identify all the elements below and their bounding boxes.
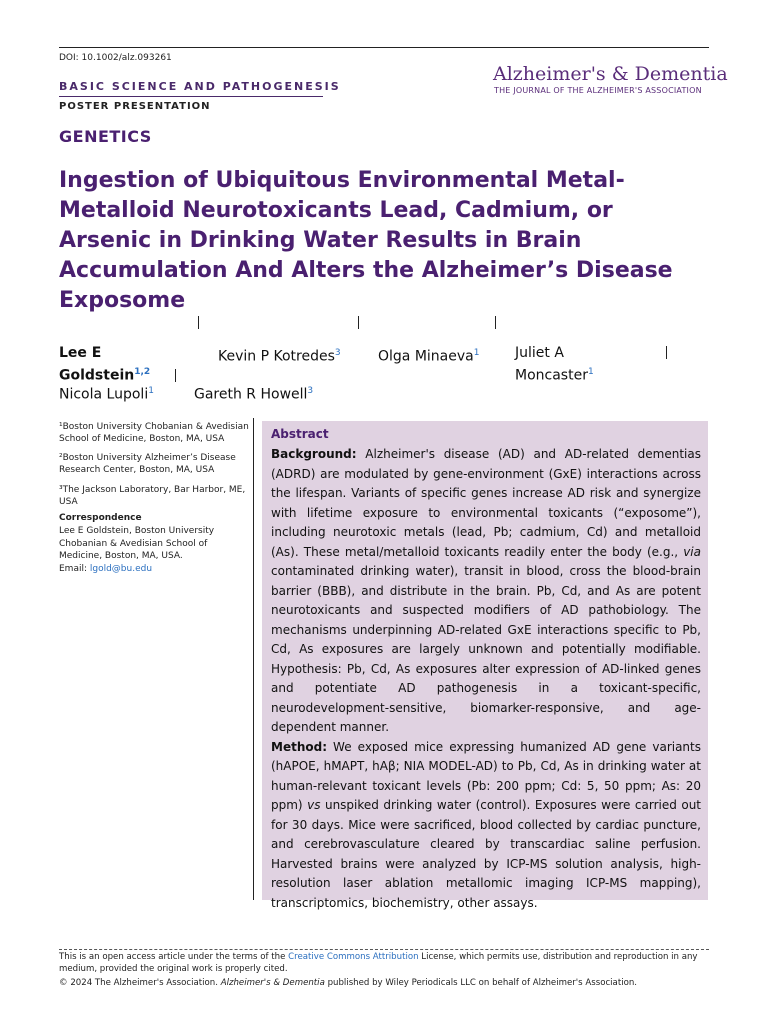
author-separator xyxy=(175,369,176,382)
author-howell[interactable] xyxy=(194,382,313,405)
journal-logo: Alzheimer's & Dementia xyxy=(493,63,728,85)
top-rule xyxy=(59,47,709,48)
section-heading: BASIC SCIENCE AND PATHOGENESIS xyxy=(59,80,341,93)
author-name: Nicola Lupoli xyxy=(59,386,149,403)
correspondence-line: Medicine, Boston, MA, USA. xyxy=(59,551,183,561)
author-separator xyxy=(666,346,667,359)
author-affil-ref: 3 xyxy=(334,348,341,358)
affiliation-3: ³The Jackson Laboratory, Bar Harbor, ME, USA xyxy=(59,485,246,507)
author-moncaster[interactable] xyxy=(515,344,594,386)
method-label: Method: xyxy=(271,739,327,754)
title-line: Accumulation And Alters the Alzheimer’s Disease xyxy=(59,258,673,283)
background-label: Background: xyxy=(271,447,357,461)
author-name: Juliet A xyxy=(515,345,564,361)
column-divider xyxy=(253,418,254,900)
copyright-note xyxy=(59,978,715,988)
author-affil-ref: 3 xyxy=(307,386,314,396)
author-name: Kevin P Kotredes xyxy=(218,348,335,365)
license-note xyxy=(59,952,715,975)
method-text-cont: unspiked drinking water (control). Exposures were carried out for 30 days. Mice were sacrificed, blood collected by cardiac puncture, and cerebrovasculature cleared by transcardiac saline perfusion. Harvested brains were analyzed by ICP-MS solution analysis, high-resolution laser ablation metallomic imaging ICP-MS mapping), transcriptomics, biochemistry, other assays. xyxy=(271,798,701,910)
abstract-background xyxy=(271,445,701,738)
author-affil-ref: 1 xyxy=(587,367,594,377)
title-line: Metalloid Neurotoxicants Lead, Cadmium, or xyxy=(59,198,613,223)
author-name: Lee E xyxy=(59,345,102,361)
author-name: Moncaster xyxy=(515,367,588,384)
topic-heading: GENETICS xyxy=(59,127,152,146)
author-kotredes[interactable] xyxy=(218,344,341,367)
author-separator xyxy=(358,316,359,329)
license-link[interactable]: Creative Commons Attribution xyxy=(288,952,419,962)
copyright-journal: Alzheimer's & Dementia xyxy=(220,978,325,988)
presentation-type: POSTER PRESENTATION xyxy=(59,101,211,112)
section-underline xyxy=(59,96,323,97)
title-line: Arsenic in Drinking Water Results in Brain xyxy=(59,228,582,253)
author-lupoli[interactable] xyxy=(59,382,154,405)
background-text: Alzheimer's disease (AD) and AD-related dementias (ADRD) are modulated by gene-environment (GxE) interactions across the lifespan. Variants of specific genes increase AD risk and synergize with lifetime exposure to environmental toxicants (“exposome”), including neurotoxic metals (lead, Pb; cadmium, Cd) and metalloid (As). These metal/metalloid toxicants readily enter the body (e.g., xyxy=(271,447,701,559)
license-text-cont: License, which permits use, distribution and reproduction in any medium, provided the original work is properly cited. xyxy=(59,952,698,974)
author-separator xyxy=(198,316,199,329)
author-goldstein[interactable] xyxy=(59,344,150,386)
correspondence-line: Chobanian & Avedisian School of xyxy=(59,538,208,549)
journal-subtitle: THE JOURNAL OF THE ALZHEIMER'S ASSOCIATION xyxy=(494,86,702,95)
author-affil-ref: 1 xyxy=(148,386,154,396)
author-name: Olga Minaeva xyxy=(378,348,474,365)
title-line: Exposome xyxy=(59,288,186,313)
affiliation-1: ¹Boston University Chobanian & Avedisian School of Medicine, Boston, MA, USA xyxy=(59,422,249,444)
abstract-heading: Abstract xyxy=(271,427,329,441)
copyright-text-cont: published by Wiley Periodicals LLC on behalf of Alzheimer's Association. xyxy=(324,978,638,988)
abstract-method xyxy=(271,738,701,914)
author-minaeva[interactable] xyxy=(378,344,479,367)
license-text: This is an open access article under the terms of the xyxy=(59,952,289,962)
copyright-text: © 2024 The Alzheimer's Association. xyxy=(59,978,221,988)
doi: DOI: 10.1002/alz.093261 xyxy=(59,53,172,63)
background-text-cont: contaminated drinking water), transit in blood, cross the blood-brain barrier (BBB), and distribute in the brain. Pb, Cd, and As are potent neurotoxicants and suspected modifiers of AD pathobiology. The mechanisms underpinning AD-related GxE interactions specific to Pb, Cd, As exposures are largely unknown and potentially modifiable. Hypothesis: Pb, Cd, As exposures alter expression of AD-linked genes and potentiate AD pathogenesis in a toxicant-specific, neurodevelopment-sensitive, biomarker-responsive, and age-dependent manner. xyxy=(271,564,701,734)
email-link[interactable]: lgold@bu.edu xyxy=(89,563,153,574)
author-affil-ref: 1 xyxy=(473,348,480,358)
author-affil-ref: 1,2 xyxy=(134,367,151,377)
correspondence-line: Lee E Goldstein, Boston University xyxy=(59,526,215,536)
footer-rule xyxy=(59,949,709,950)
abstract-body xyxy=(271,445,701,913)
affiliation-2: ²Boston University Alzheimer’s Disease Research Center, Boston, MA, USA xyxy=(59,453,236,475)
author-separator xyxy=(495,316,496,329)
correspondence-heading: Correspondence xyxy=(59,513,142,523)
method-vs: vs xyxy=(307,798,321,812)
background-via: via xyxy=(683,544,701,559)
title-line: Ingestion of Ubiquitous Environmental Metal- xyxy=(59,168,625,193)
email-label: Email: xyxy=(59,563,90,574)
correspondence-block xyxy=(59,525,249,575)
article-title xyxy=(59,166,719,316)
author-name: Gareth R Howell xyxy=(194,386,308,403)
method-text: We exposed mice expressing humanized AD gene variants (hAPOE, hMAPT, hAβ; NIA MODEL-AD) to Pb, Cd, As in drinking water at human-relevant toxicant levels (Pb: 200 ppm; Cd: 5, 50 ppm; As: 20 ppm) xyxy=(271,739,701,812)
author-name: Goldstein xyxy=(59,367,135,384)
